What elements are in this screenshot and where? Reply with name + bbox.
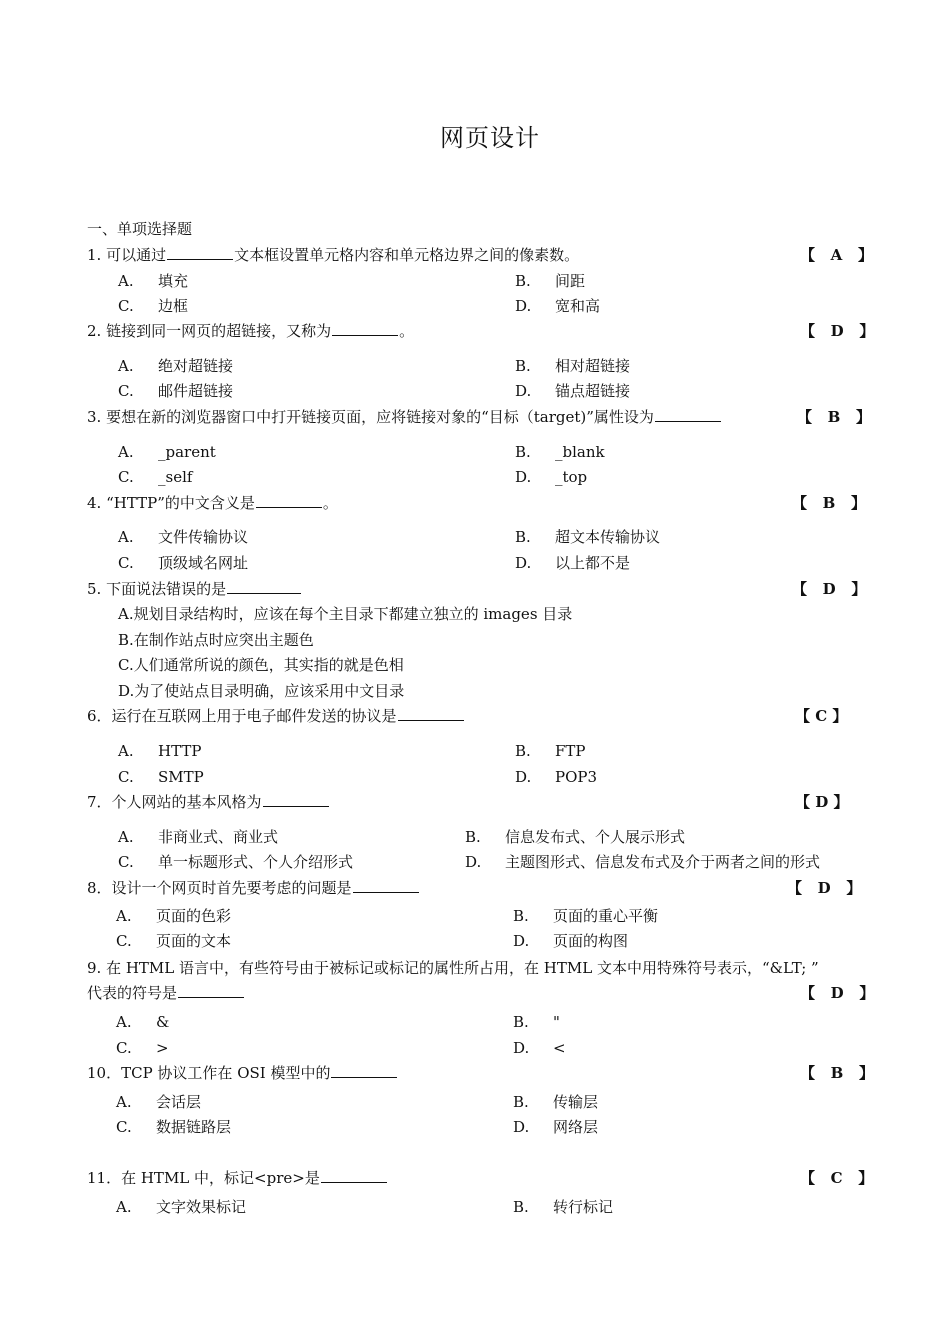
question-3 <box>87 406 870 428</box>
question-text: 4. “HTTP”的中文含义是 <box>87 494 255 512</box>
option-a: A. 文字效果标记 <box>116 1198 247 1216</box>
answer-bracket: 【 A 】 <box>800 246 873 264</box>
option-d: D. 网络层 <box>513 1118 599 1136</box>
answer-bracket: 【 D 】 <box>792 580 867 598</box>
question-4 <box>87 492 870 514</box>
option-c: C. > <box>116 1039 169 1057</box>
option-a: A. & <box>116 1013 170 1031</box>
question-10 <box>87 1062 875 1084</box>
option-a: A. 绝对超链接 <box>118 357 234 375</box>
option-d: D. 锚点超链接 <box>515 382 631 400</box>
option-a: A. 非商业式、商业式 <box>118 828 279 846</box>
answer-blank <box>321 1169 387 1183</box>
option-b: B. 相对超链接 <box>515 357 631 375</box>
option-c: C. 数据链路层 <box>116 1118 232 1136</box>
question-text: 2. 链接到同一网页的超链接，又称为 <box>87 322 332 340</box>
option-a: A. HTTP <box>118 742 202 760</box>
option-a: A. 会话层 <box>116 1093 202 1111</box>
answer-blank <box>332 322 398 336</box>
question-5 <box>87 578 870 600</box>
answer-blank <box>178 984 244 998</box>
question-9 <box>87 957 870 979</box>
option-a: A. _parent <box>118 443 216 461</box>
section-heading: 一、单项选择题 <box>87 220 193 238</box>
long-option-b: B.在制作站点时应突出主题色 <box>118 631 314 649</box>
option-b: B. 转行标记 <box>513 1198 614 1216</box>
question-text-after: 。 <box>399 322 415 340</box>
answer-blank <box>331 1064 397 1078</box>
option-b: B. 间距 <box>515 272 586 290</box>
option-c: C. 单一标题形式、个人介绍形式 <box>118 853 354 871</box>
answer-bracket: 【 C 】 <box>795 707 848 725</box>
long-option-c: C.人们通常所说的颜色，其实指的就是色相 <box>118 656 404 674</box>
option-c: C. 顶级域名网址 <box>118 554 249 572</box>
option-b: B. 传输层 <box>513 1093 599 1111</box>
page-title: 网页设计 <box>440 124 540 152</box>
answer-bracket: 【 D 】 <box>800 984 875 1002</box>
option-b: B. 页面的重心平衡 <box>513 907 659 925</box>
question-7 <box>87 791 870 813</box>
option-b: B. " <box>513 1013 560 1031</box>
question-text: 1. 可以通过 <box>87 246 167 264</box>
question-text: 9. 在 HTML 语言中，有些符号由于被标记或标记的属性所占用，在 HTML 文本中用特殊符号表示，“&LT; ” <box>87 959 819 977</box>
question-text: 6．运行在互联网上用于电子邮件发送的协议是 <box>87 707 397 725</box>
answer-blank <box>263 793 329 807</box>
question-text: 代表的符号是 <box>87 984 178 1002</box>
question-6 <box>87 705 870 727</box>
long-option-a: A.规划目录结构时，应该在每个主目录下都建立独立的 images 目录 <box>118 605 573 623</box>
answer-bracket: 【 C 】 <box>800 1169 874 1187</box>
option-b: B. FTP <box>515 742 586 760</box>
question-text-after: 。 <box>322 494 338 512</box>
option-d: D. 以上都不是 <box>515 554 631 572</box>
option-d: D. 宽和高 <box>515 297 601 315</box>
question-2 <box>87 320 875 342</box>
answer-bracket: 【 B 】 <box>792 494 867 512</box>
answer-bracket: 【 B 】 <box>797 408 872 426</box>
option-b: B. 信息发布式、个人展示形式 <box>465 828 686 846</box>
question-text: 5. 下面说法错误的是 <box>87 580 227 598</box>
question-9-line-2 <box>87 982 875 1004</box>
answer-blank <box>167 246 233 260</box>
answer-bracket: 【 D 】 <box>800 322 875 340</box>
option-d: D. _top <box>515 468 588 486</box>
option-c: C. 页面的文本 <box>116 932 232 950</box>
long-option-d: D.为了使站点目录明确，应该采用中文目录 <box>118 682 405 700</box>
question-text-after: 文本框设置单元格内容和单元格边界之间的像素数。 <box>234 246 580 264</box>
option-d: D. < <box>513 1039 566 1057</box>
option-d: D. POP3 <box>515 768 598 786</box>
option-b: B. 超文本传输协议 <box>515 528 661 546</box>
answer-blank <box>256 494 322 508</box>
option-a: A. 页面的色彩 <box>116 907 232 925</box>
answer-bracket: 【 D 】 <box>795 793 849 811</box>
answer-blank <box>353 879 419 893</box>
option-c: C. SMTP <box>118 768 204 786</box>
question-text: 10．TCP 协议工作在 OSI 模型中的 <box>87 1064 331 1082</box>
question-1 <box>87 244 873 266</box>
option-a: A. 填充 <box>118 272 189 290</box>
answer-blank <box>227 580 301 594</box>
option-d: D. 页面的构图 <box>513 932 629 950</box>
question-11 <box>87 1167 874 1189</box>
option-a: A. 文件传输协议 <box>118 528 249 546</box>
question-8 <box>87 877 870 899</box>
option-c: C. _self <box>118 468 193 486</box>
answer-bracket: 【 D 】 <box>787 879 862 897</box>
question-text: 7．个人网站的基本风格为 <box>87 793 262 811</box>
answer-bracket: 【 B 】 <box>800 1064 875 1082</box>
question-text: 3. 要想在新的浏览器窗口中打开链接页面，应将链接对象的“目标（target)”属性设为 <box>87 408 654 426</box>
option-b: B. _blank <box>515 443 605 461</box>
answer-blank <box>655 408 721 422</box>
question-text: 8．设计一个网页时首先要考虑的问题是 <box>87 879 352 897</box>
option-c: C. 边框 <box>118 297 189 315</box>
option-c: C. 邮件超链接 <box>118 382 234 400</box>
answer-blank <box>398 707 464 721</box>
option-d: D. 主题图形式、信息发布式及介于两者之间的形式 <box>465 853 821 871</box>
question-text: 11．在 HTML 中，标记<pre>是 <box>87 1169 320 1187</box>
